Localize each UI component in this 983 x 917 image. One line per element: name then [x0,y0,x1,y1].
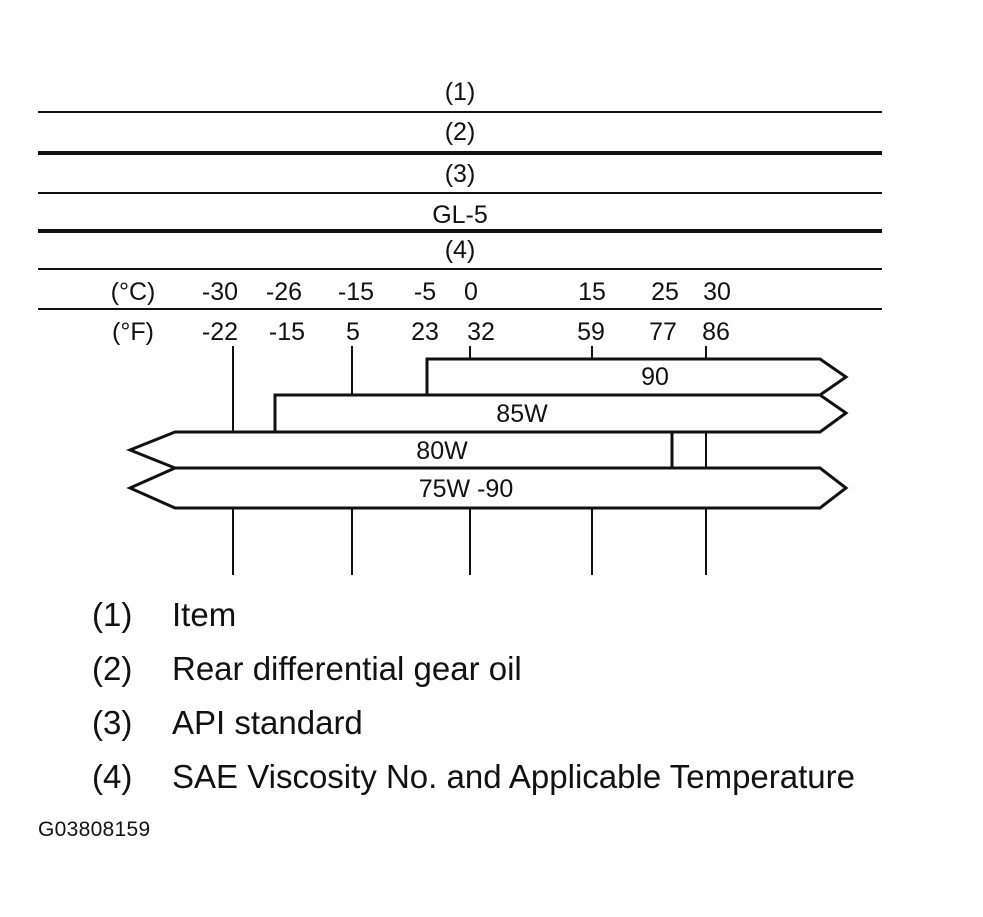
legend-text: Item [172,596,237,633]
row-label-api-value: GL-5 [432,201,488,229]
celsius-tick-label: -30 [201,278,239,306]
row-label-item: (1) [444,78,476,106]
legend-item [92,588,855,642]
legend [92,588,855,804]
legend-number: (1) [92,596,133,633]
row-label-sae-viscosity: (4) [444,236,476,264]
legend-item [92,696,855,750]
celsius-unit-label: (°C) [110,278,156,306]
celsius-tick-label: 30 [703,278,731,306]
grade-label-90: 90 [641,363,669,391]
grade-label-80w: 80W [416,437,468,465]
fahrenheit-unit-label: (°F) [112,318,154,346]
fahrenheit-tick-label: -22 [201,318,239,346]
fahrenheit-tick-label: -15 [268,318,306,346]
fahrenheit-tick-label: 86 [702,318,730,346]
legend-number: (3) [92,704,133,741]
figure-id: G03808159 [38,818,151,841]
grade-band-85w [275,395,846,432]
celsius-tick-label: -26 [265,278,303,306]
row-label-api-standard: (3) [444,160,476,188]
fahrenheit-tick-label: 23 [411,318,439,346]
fahrenheit-tick-label: 32 [467,318,495,346]
fahrenheit-tick-label: 5 [346,318,360,346]
fahrenheit-tick-label: 59 [577,318,605,346]
grade-band-80w [130,432,672,468]
legend-text: SAE Viscosity No. and Applicable Temperature [172,758,855,795]
row-label-gear-oil: (2) [444,118,476,146]
legend-item [92,750,855,804]
celsius-tick-label: -5 [413,278,437,306]
celsius-tick-label: 25 [651,278,679,306]
celsius-tick-label: 15 [578,278,606,306]
legend-item [92,642,855,696]
legend-number: (4) [92,758,133,795]
grade-label-75w-90: 75W -90 [418,475,514,503]
fahrenheit-tick-label: 77 [649,318,677,346]
legend-number: (2) [92,650,133,687]
celsius-tick-label: -15 [337,278,375,306]
legend-text: Rear differential gear oil [172,650,522,687]
legend-text: API standard [172,704,363,741]
grade-band-90 [427,359,846,395]
grade-label-85w: 85W [496,400,548,428]
celsius-tick-label: 0 [464,278,478,306]
